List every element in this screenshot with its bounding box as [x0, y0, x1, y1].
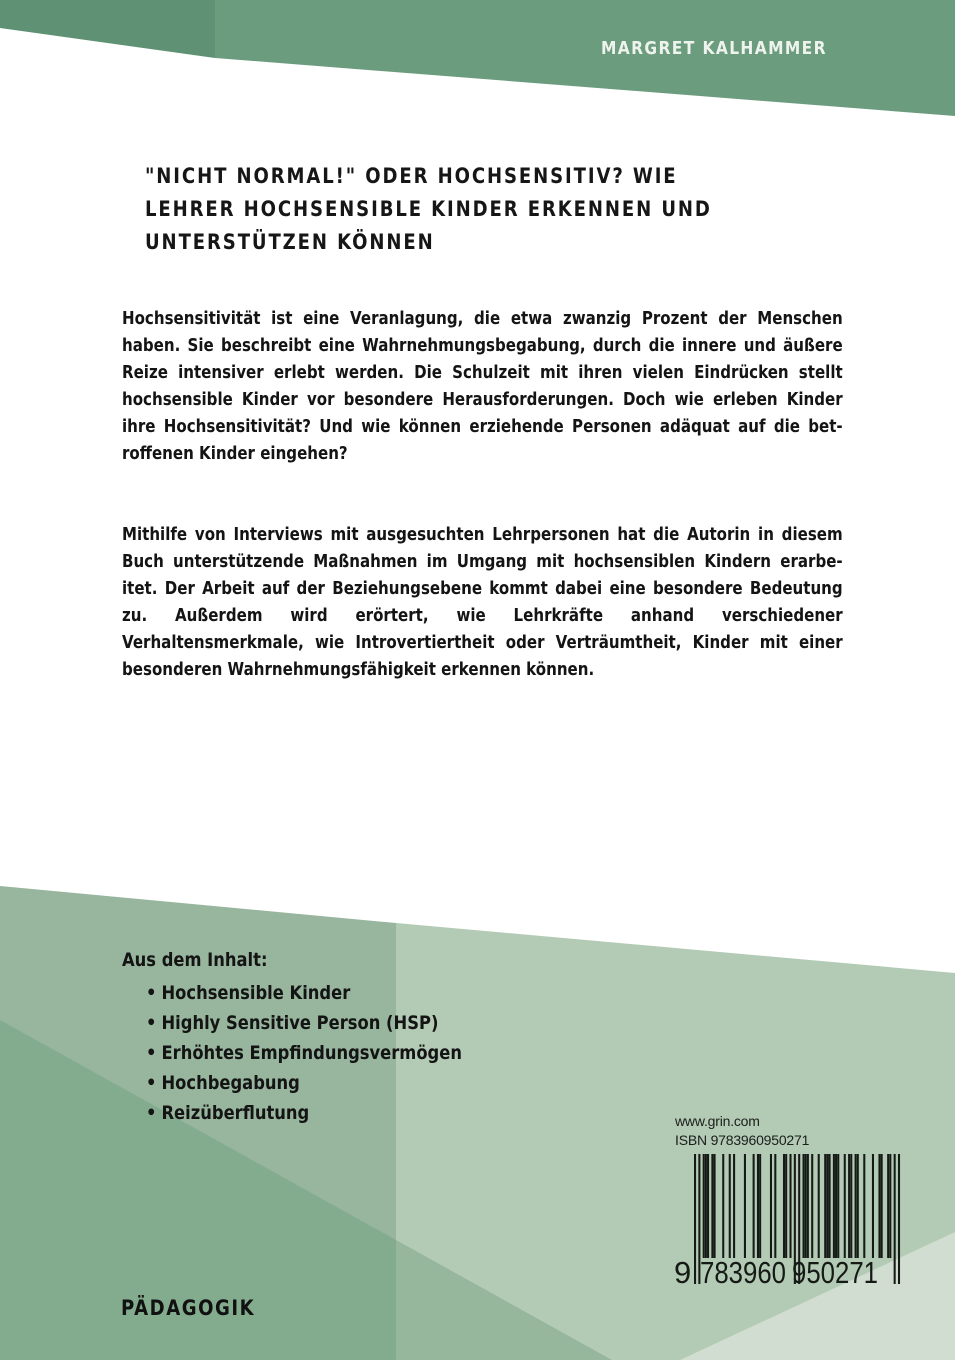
isbn-label: ISBN 9783960950271: [675, 1132, 810, 1148]
barcode-bar: [703, 1154, 705, 1258]
contents-item-label: Erhöhtes Empfindungsvermögen: [161, 1042, 462, 1064]
barcode-bar: [774, 1154, 776, 1258]
barcode-bar: [785, 1154, 787, 1258]
blurb-line: itet. Der Arbeit auf der Beziehungsebene kommt dabei eine besondere Bedeutung: [122, 579, 843, 599]
barcode-bar: [729, 1154, 731, 1258]
barcode-bar: [783, 1154, 785, 1258]
barcode-bar: [889, 1154, 891, 1258]
barcode-bar: [835, 1154, 837, 1258]
barcode-bar: [887, 1154, 889, 1258]
barcode-bar: [826, 1154, 828, 1258]
contents-item-label: Hochbegabung: [161, 1072, 300, 1094]
blurb-line: besonderen Wahrnehmungsfähigkeit erkennen können.: [122, 660, 595, 680]
barcode-digit-first: 9: [674, 1255, 692, 1290]
barcode-bar: [705, 1154, 707, 1258]
barcode-bar: [803, 1154, 805, 1258]
barcode-bar: [811, 1154, 813, 1258]
bullet-icon: •: [146, 982, 157, 1004]
blurb-line: Reize intensiver erlebt werden. Die Schulzeit mit ihren vielen Eindrücken stellt: [122, 363, 843, 383]
author-name: MARGRET KALHAMMER: [601, 38, 827, 59]
blurb-paragraph-2: [122, 522, 843, 684]
blurb-line: Verhaltensmerkmale, wie Introvertiertheit oder Verträumtheit, Kinder mit einer: [122, 633, 843, 653]
blurb-line: Mithilfe von Interviews mit ausgesuchten Lehrpersonen hat die Autorin in diesem: [122, 525, 843, 545]
barcode-bar: [733, 1154, 735, 1258]
title-line: "NICHT NORMAL!" ODER HOCHSENSITIV? WIE: [145, 164, 678, 188]
barcode-bar: [863, 1154, 865, 1258]
barcode-bar: [789, 1154, 791, 1258]
barcode-bar: [818, 1154, 820, 1258]
contents-item-label: Hochsensible Kinder: [161, 982, 351, 1004]
barcode-guard-bar: [898, 1154, 900, 1284]
contents-item: [146, 1038, 462, 1068]
barcode-bar: [881, 1154, 883, 1258]
blurb-line: haben. Sie beschreibt eine Wahrnehmungsbegabung, durch die innere und äußere: [122, 336, 843, 356]
bullet-icon: •: [146, 1072, 157, 1094]
barcode-guard-bar: [694, 1154, 696, 1284]
blurb-paragraph-1: [122, 306, 843, 468]
contents-item: [146, 1098, 462, 1128]
barcode-bar: [714, 1154, 716, 1258]
barcode-bar: [844, 1154, 846, 1258]
blurb-line: Buch unterstützende Maßnahmen im Umgang mit hochsensiblen Kindern erarbe-: [122, 552, 843, 572]
barcode-digits-left: 783960: [700, 1255, 786, 1290]
barcode-bar: [805, 1154, 807, 1258]
bullet-icon: •: [146, 1012, 157, 1034]
blurb-line: ihre Hochsensitivität? Und wie können erziehende Personen adäquat auf die bet-: [122, 417, 843, 437]
barcode-icon: [672, 1152, 904, 1292]
publisher-website: www.grin.com: [675, 1113, 760, 1129]
barcode-bar: [878, 1154, 880, 1258]
barcode-digits-right: 950271: [792, 1255, 878, 1290]
barcode-bar: [722, 1154, 724, 1258]
barcode-bar: [770, 1154, 772, 1258]
bullet-icon: •: [146, 1102, 157, 1124]
barcode-bar: [850, 1154, 852, 1258]
top-band-left: [0, 0, 215, 58]
barcode-bar: [744, 1154, 746, 1258]
contents-item: [146, 978, 462, 1008]
top-band-right: [215, 0, 955, 116]
barcode-bar: [848, 1154, 850, 1258]
contents-item-label: Reizüberflutung: [161, 1102, 310, 1124]
barcode-bar: [857, 1154, 859, 1258]
barcode-bar: [824, 1154, 826, 1258]
publisher-info: [675, 1112, 809, 1150]
contents-item-label: Highly Sensitive Person (HSP): [161, 1012, 439, 1034]
contents-list: [146, 978, 462, 1128]
barcode-bar: [707, 1154, 709, 1258]
page-edge-strip: [955, 0, 959, 1360]
barcode-bar: [833, 1154, 835, 1258]
barcode-bar: [872, 1154, 874, 1258]
barcode-bar: [759, 1154, 761, 1258]
contents-item: [146, 1068, 462, 1098]
blurb-line: roffenen Kinder eingehen?: [122, 444, 348, 464]
title-line: UNTERSTÜTZEN KÖNNEN: [145, 230, 435, 254]
contents-heading: Aus dem Inhalt:: [122, 949, 268, 971]
barcode-bar: [807, 1154, 809, 1258]
contents-item: [146, 1008, 462, 1038]
barcode-bar: [855, 1154, 857, 1258]
category-label: PÄDAGOGIK: [121, 1296, 256, 1320]
blurb-line: hochsensible Kinder vor besondere Herausforderungen. Doch wie erleben Kinder: [122, 390, 843, 410]
title-line: LEHRER HOCHSENSIBLE KINDER ERKENNEN UND: [145, 197, 712, 221]
book-title: [145, 160, 747, 259]
barcode-bar: [837, 1154, 839, 1258]
barcode-bar: [757, 1154, 759, 1258]
barcode-bar: [829, 1154, 831, 1258]
barcode-guard-bar: [894, 1154, 896, 1284]
bullet-icon: •: [146, 1042, 157, 1064]
blurb-line: zu. Außerdem wird erörtert, wie Lehrkräfte anhand verschiedener: [122, 606, 843, 626]
blurb-line: Hochsensitivität ist eine Veranlagung, die etwa zwanzig Prozent der Menschen: [122, 309, 843, 329]
barcode-bar: [753, 1154, 755, 1258]
barcode-bar: [711, 1154, 713, 1258]
